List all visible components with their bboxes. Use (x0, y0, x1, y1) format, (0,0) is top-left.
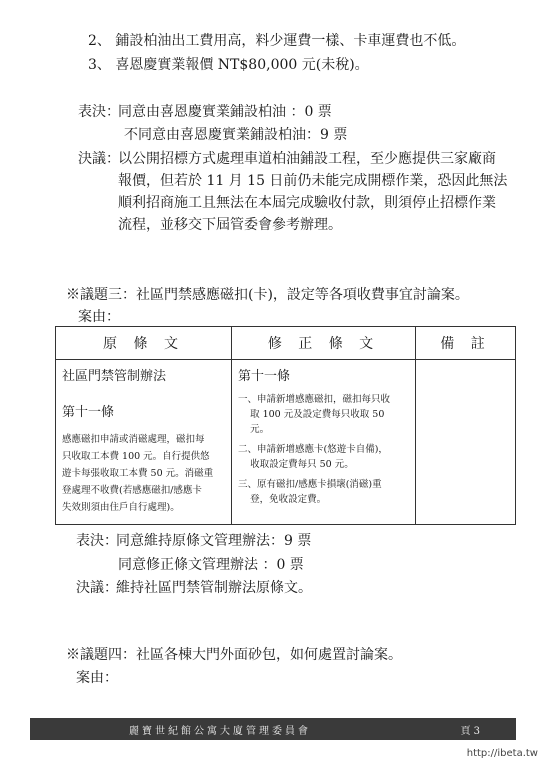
original-article: 第十一條 (62, 405, 115, 420)
original-line: 只收取工本費 100 元。自行提供悠 (62, 451, 210, 462)
table-header-row (56, 327, 516, 360)
revised-cell (232, 360, 416, 525)
vote1-disagree: 不同意由喜恩慶實業鋪設柏油：9 票 (124, 127, 348, 143)
topic4-case-label: 案由： (76, 670, 118, 686)
revised-article: 第十一條 (238, 369, 291, 384)
header-original: 原 條 文 (56, 327, 232, 360)
reason-2: 2、 鋪設柏油出工費用高，料少運費一樣、卡車運費也不低。 (88, 33, 466, 49)
vote2-revise: 同意修正條文管理辦法 ：0 票 (118, 557, 304, 573)
original-title: 社區門禁管制辦法 (62, 369, 167, 384)
page-number: 頁 3 (460, 726, 480, 737)
revised-line: 三、原有磁扣/感應卡損壞(消磁)重 (238, 479, 382, 490)
revised-line: 收取設定費每只 50 元。 (238, 459, 354, 470)
comparison-table (55, 326, 516, 525)
reason-3: 3、 喜恩慶實業報價 NT$80,000 元(未稅)。 (88, 57, 369, 73)
original-line: 登處理不收費(若感應磁扣/感應卡 (62, 485, 202, 496)
original-line: 遊卡每張收取工本費 50 元。消磁重 (62, 468, 214, 479)
revised-line: 一、申請新增感應磁扣，磁扣每只收 (238, 394, 391, 405)
footer-title: 麗寶世紀館公寓大廈管理委員會 (129, 726, 311, 737)
vote2-keep: 同意維持原條文管理辦法：9 票 (116, 533, 312, 549)
footer-bar (30, 718, 516, 740)
header-revised: 修 正 條 文 (232, 327, 416, 360)
topic3-case-label: 案由： (78, 309, 120, 325)
vote1-agree: 同意由喜恩慶實業鋪設柏油 ：0 票 (118, 104, 332, 120)
original-line: 失效則須由住戶自行處理)。 (62, 502, 180, 513)
vote2-label: 表決： (76, 533, 118, 549)
resolution1-line: 順利招商施工且無法在本屆完成驗收付款，則須停止招標作業 (118, 195, 496, 211)
notes-cell (416, 360, 516, 525)
revised-line: 元。 (238, 424, 270, 435)
watermark-url: http://ibeta.tw (466, 748, 538, 759)
revised-line: 二、申請新增感應卡(悠遊卡自備)， (238, 444, 388, 455)
table-row (56, 360, 516, 525)
vote1-label: 表決： (78, 104, 120, 120)
resolution1-line: 流程，並移交下屆管委會參考辦理。 (118, 217, 342, 233)
topic3-title: ※議題三：社區門禁感應磁扣(卡)，設定等各項收費事宜討論案。 (66, 287, 469, 303)
revised-line: 取 100 元及設定費每只收取 50 (238, 409, 385, 420)
revised-line: 登，免收設定費。 (238, 494, 327, 505)
header-notes: 備 註 (416, 327, 516, 360)
original-cell (56, 360, 232, 525)
resolution1-line: 報價，但若於 11 月 15 日前仍未能完成開標作業，恐因此無法 (118, 173, 508, 189)
resolution2-label: 決議： (76, 580, 118, 596)
topic4-title: ※議題四：社區各棟大門外面砂包，如何處置討論案。 (66, 647, 402, 663)
resolution1-label: 決議： (78, 151, 120, 167)
resolution1-line: 以公開招標方式處理車道柏油鋪設工程，至少應提供三家廠商 (118, 151, 496, 167)
original-line: 感應磁扣申請或消磁處理，磁扣每 (62, 434, 205, 445)
resolution2-text: 維持社區門禁管制辦法原條文。 (116, 580, 312, 596)
